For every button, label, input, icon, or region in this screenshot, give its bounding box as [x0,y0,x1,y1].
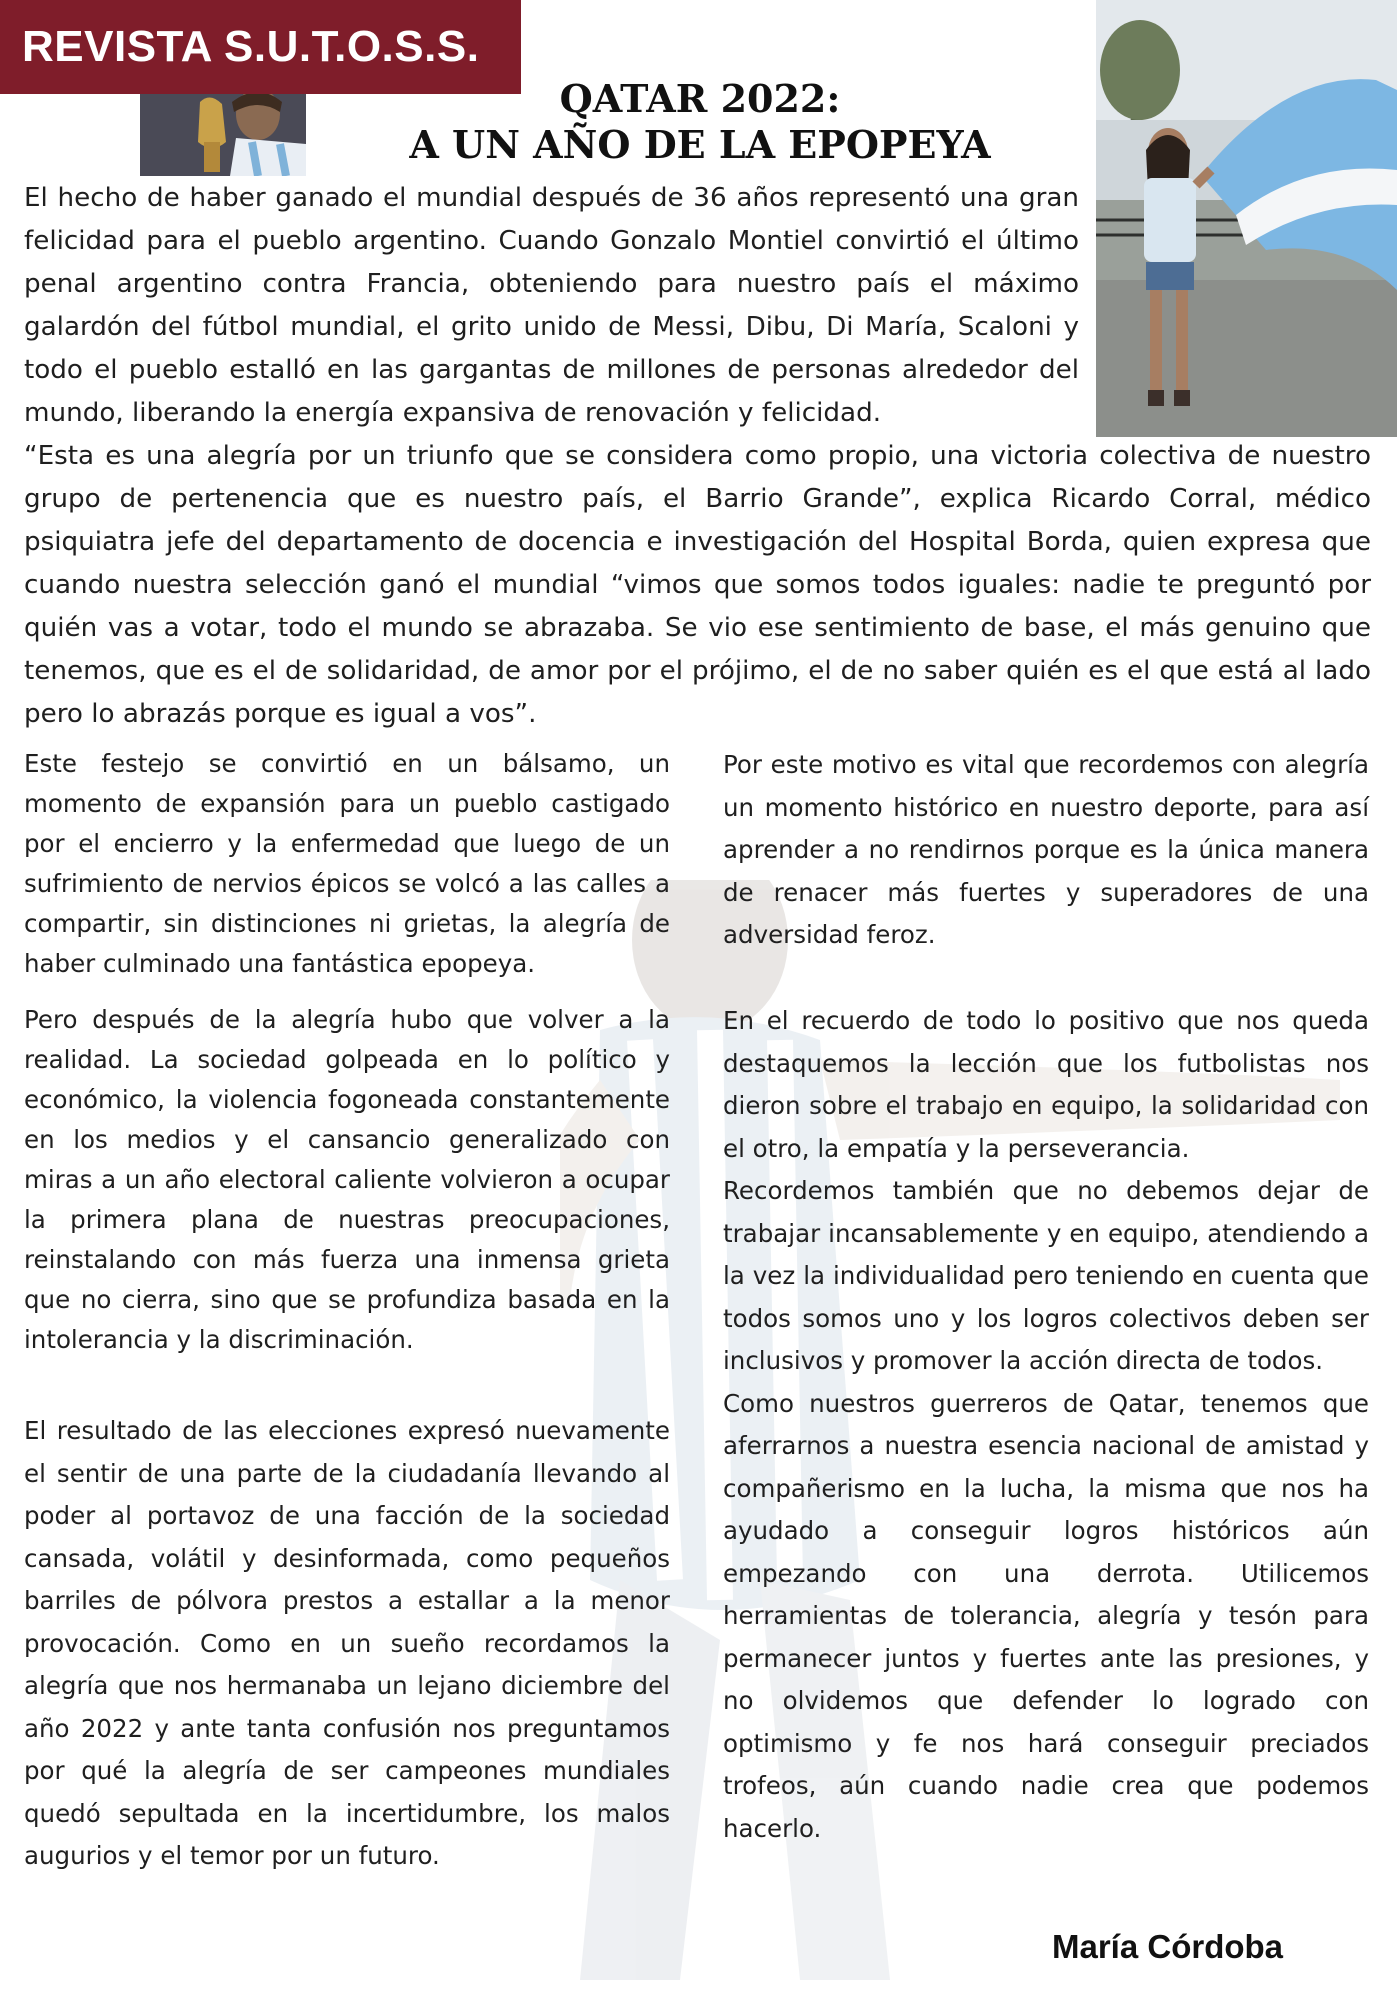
right-paragraph-group [723,1000,1369,1850]
right-paragraph-3: Recordemos también que no debemos dejar de trabajar incansablemente y en equipo, atendiendo a la vez la individualidad pero teniendo en cuenta que todos somos uno y los logros colectivos deben ser inclusivos y promover la acción directa de todos. [723,1176,1369,1375]
left-paragraph-1: Este festejo se convirtió en un bálsamo, un momento de expansión para un pueblo castigado por el encierro y la enfermedad que luego de un sufrimiento de nervios épicos se volcó a las calles a compartir, sin distinciones ni grietas, la alegría de haber culminado una fantástica epopeya. [24,749,670,978]
masthead-label: REVISTA S.U.T.O.S.S. [22,22,480,71]
player-kissing-trophy-photo [140,82,306,176]
woman-with-flag-photo [1096,0,1397,437]
intro-paragraph-2: “Esta es una alegría por un triunfo que se considera como propio, una victoria colectiva de nuestro grupo de pertenencia que es nuestro país, el Barrio Grande”, explica Ricardo Corral, médico psiquiatra jefe del departamento de docencia e investigación del Hospital Borda, quien expresa que cuando nuestra selección ganó el mundial “vimos que somos todos iguales: nadie te preguntó por quién vas a votar, todo el mundo se abrazaba. Se vio ese sentimiento de base, el más genuino que tenemos, que es el de solidaridad, de amor por el prójimo, el de no saber quién es el que está al lado pero lo abrazás porque es igual a vos”. [24,441,1371,729]
author-name: María Córdoba [1052,1928,1284,1965]
right-paragraph-4: Como nuestros guerreros de Qatar, tenemos que aferrarnos a nuestra esencia nacional de amistad y compañerismo en la lucha, la misma que nos ha ayudado a conseguir logros históricos aún empezando con una derrota. Utilicemos herramientas de tolerancia, alegría y tesón para permanecer juntos y fuertes ante las presiones, y no olvidemos que defender lo logrado con optimismo y fe nos hará conseguir preciados trofeos, aún cuando nadie crea que podemos hacerlo. [723,1388,1369,1843]
article-title [380,76,1020,168]
right-paragraph-1: Por este motivo es vital que recordemos con alegría un momento histórico en nuestro deporte, para así aprender a no rendirnos porque es la única manera de renacer más fuertes y superadores de una adversidad feroz. [723,750,1369,949]
title-line-1: QATAR 2022: [559,76,841,121]
title-line-2: A UN AÑO DE LA EPOPEYA [409,122,991,167]
trophy-photo-icon [140,82,306,176]
left-paragraph-3: El resultado de las elecciones expresó nuevamente el sentir de una parte de la ciudadanía llevando al poder al portavoz de una facción de la sociedad cansada, volátil y desinformada, como pequeños barriles de pólvora prestos a estallar a la menor provocación. Como en un sueño recordamos la alegría que nos hermanaba un lejano diciembre del año 2022 y ante tanta confusión nos preguntamos por qué la alegría de ser campeones mundiales quedó sepultada en la incertidumbre, los malos augurios y el temor por un futuro. [24,1416,670,1870]
right-paragraph-2: En el recuerdo de todo lo positivo que nos queda destaquemos la lección que los futbolistas nos dieron sobre el trabajo en equipo, la solidaridad con el otro, la empatía y la perseverancia. [723,1006,1369,1163]
intro-paragraph-1: El hecho de haber ganado el mundial después de 36 años representó una gran felicidad para el pueblo argentino. Cuando Gonzalo Montiel convirtió el último penal argentino contra Francia, obteniendo para nuestro país el máximo galardón del fútbol mundial, el grito unido de Messi, Dibu, Di María, Scaloni y todo el pueblo estalló en las gargantas de millones de personas alrededor del mundo, liberando la energía expansiva de renovación y felicidad. [24,183,1079,428]
flag-photo-icon [1096,0,1397,437]
left-paragraph-2: Pero después de la alegría hubo que volver a la realidad. La sociedad golpeada en lo político y económico, la violencia fogoneada constantemente en los medios y el cansancio generalizado con miras a un año electoral caliente volvieron a ocupar la primera plana de nuestras preocupaciones, reinstalando con más fuerza una inmensa grieta que no cierra, sino que se profundiza basada en la intolerancia y la discriminación. [24,1005,670,1354]
